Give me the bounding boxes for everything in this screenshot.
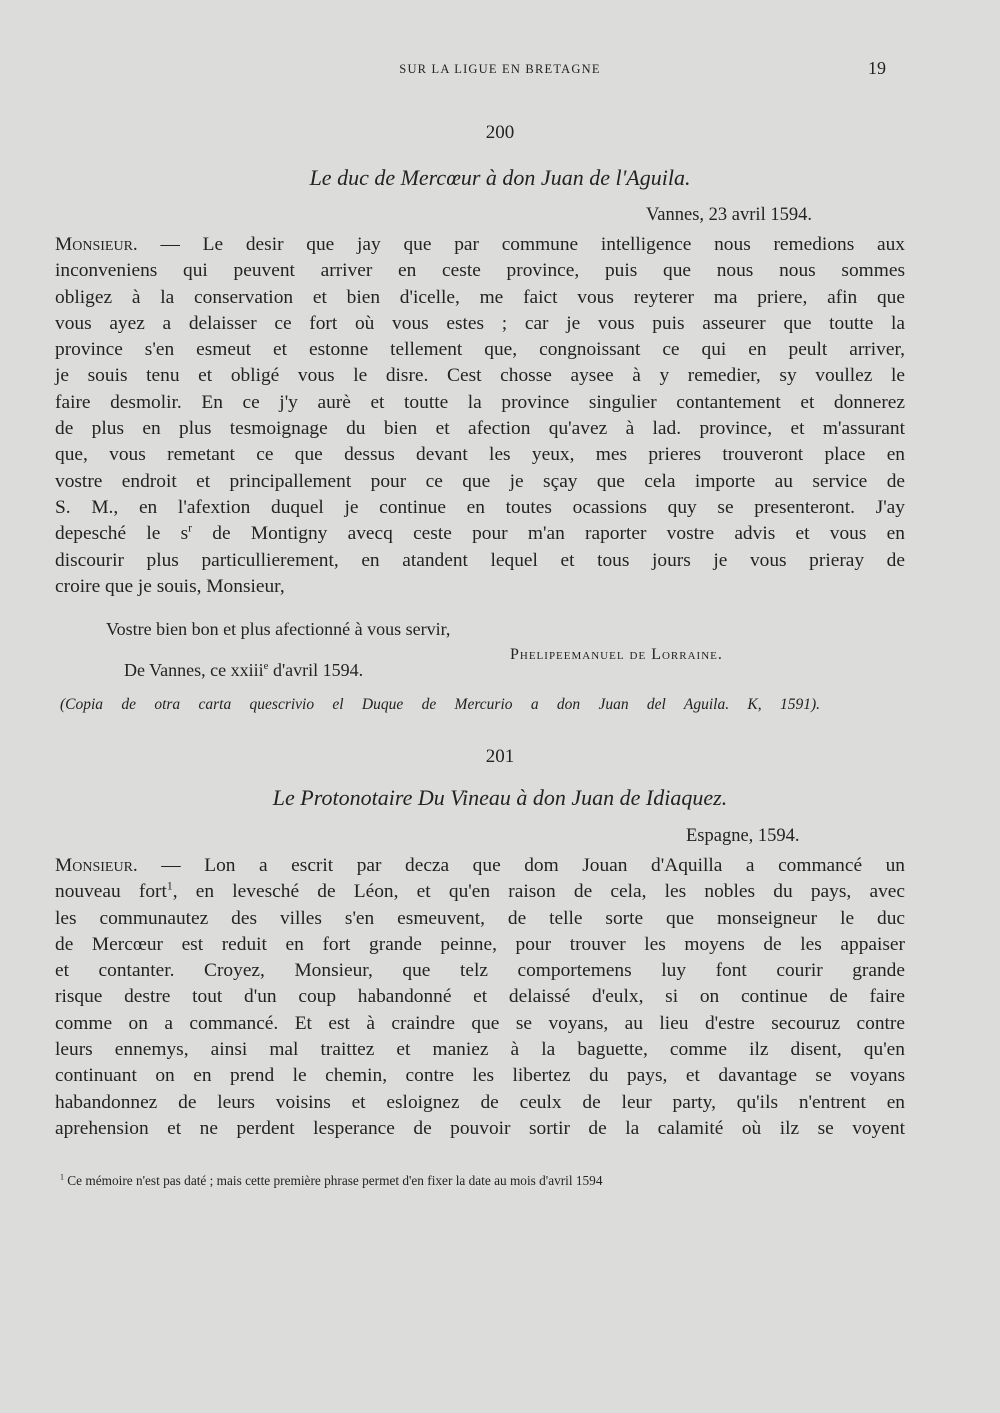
body-line: de Mercœur est reduit en fort grande peinne, pour trouver les moyens de les appaiser [55, 933, 905, 955]
body-line: province s'en esmeut et estonne tellement que, congnoissant ce qui en peult arriver, [55, 339, 905, 361]
footnote: $^1$ Ce mémoire n'est pas daté ; mais cette première phrase permet d'en fixer la date au mois d'avril 1594 [60, 1172, 603, 1188]
letter-body [55, 853, 905, 1142]
body-line: comme on a commancé. Et est à craindre que se voyans, au lieu d'estre secouruz contre [55, 1012, 905, 1034]
superscript: r [188, 521, 193, 535]
letter-dateline: Espagne, 1594. [686, 826, 800, 846]
letter-title: Le duc de Mercœur à don Juan de l'Aguila. [309, 165, 691, 190]
body-line: Monsieur. — Lon a escrit par decza que dom Jouan d'Aquilla a commancé un [55, 855, 905, 876]
body-line: croire que je souis, Monsieur, [55, 575, 285, 597]
salutation: Monsieur. [55, 234, 138, 255]
body-line: vous ayez a delaisser ce fort où vous estes ; car je vous puis asseurer que toutte la [55, 312, 905, 334]
letter-dateline: Vannes, 23 avril 1594. [646, 205, 812, 225]
body-line: habandonnez de leurs voisins et esloignez de ceulx de leur party, qu'ils n'entrent en [55, 1091, 905, 1113]
body-line: depesché le $s^r$ de Montigny avecq ceste pour m'an raporter vostre advis et vous en [55, 521, 905, 545]
body-line: que, vous remetant ce que dessus devant les yeux, mes prieres trouveront place en [55, 444, 905, 466]
body-line: continuant on en prend le chemin, contre les libertez du pays, et davantage se voyans [55, 1065, 905, 1087]
source-citation: (Copia de otra carta quescrivio el Duque de Mercurio a don Juan del Aguila. K, 1591). [60, 696, 820, 713]
closing-formula: Vostre bien bon et plus afectionné à vous servir, [106, 619, 451, 639]
body-line: S. M., en l'afextion duquel je continue en toutes ocassions quy se presenteront. J'ay [55, 496, 905, 518]
page-number: 19 [868, 58, 886, 78]
place-date: De Vannes, ce xxiii$^e$ d'avril 1594. [124, 660, 364, 680]
salutation: Monsieur. [55, 855, 138, 876]
footnote-mark: 1 [60, 1172, 64, 1182]
body-line: vostre endroit et principallement pour ce que je sçay que cela importe au service de [55, 470, 905, 492]
body-line: aprehension et ne perdent lesperance de pouvoir sortir de la calamité où ilz se voyent [55, 1117, 905, 1139]
footnote-ref: 1 [166, 879, 173, 893]
body-line: nouveau fort$^1$, en levesché de Léon, et qu'en raison de cela, les nobles du pays, avec [55, 879, 905, 903]
body-line: discourir plus particullierement, en atandent lequel et tous jours je vous prieray de [55, 549, 905, 571]
letter-number: 201 [485, 746, 515, 767]
body-line: et contanter. Croyez, Monsieur, que telz comportemens luy font courir grande [55, 960, 905, 982]
body-line: faire desmolir. En ce j'y aurè et toutte la province singulier contantement et donnerez [55, 391, 905, 413]
letter-body [55, 232, 905, 600]
body-line: obligez à la conservation et bien d'icelle, me faict vous reyterer ma priere, afin que [55, 286, 905, 308]
body-line: de plus en plus tesmoignage du bien et afection qu'avez à lad. province, et m'assurant [55, 418, 905, 440]
body-line: Monsieur. — Le desir que jay que par commune intelligence nous remedions aux [55, 234, 905, 255]
body-line: inconveniens qui peuvent arriver en ceste province, puis que nous nous sommes [55, 260, 905, 282]
body-line: les communautez des villes s'en esmeuvent, de telle sorte que monseigneur le duc [55, 907, 905, 929]
letter-title: Le Protonotaire Du Vineau à don Juan de Idiaquez. [272, 785, 728, 810]
running-title: SUR LA LIGUE EN BRETAGNE [399, 62, 601, 76]
body-line: je souis tenu et obligé vous le disre. Cest chosse aysee à y remedier, sy voullez le [55, 365, 905, 387]
body-line: risque destre tout d'un coup habandonné et delaissé d'eulx, si on continue de faire [55, 986, 905, 1008]
signature: Phelipeemanuel de Lorraine. [510, 646, 723, 663]
body-line: leurs ennemys, ainsi mal traittez et maniez à la baguette, comme ilz disent, qu'en [55, 1039, 905, 1061]
letter-number: 200 [485, 122, 515, 143]
